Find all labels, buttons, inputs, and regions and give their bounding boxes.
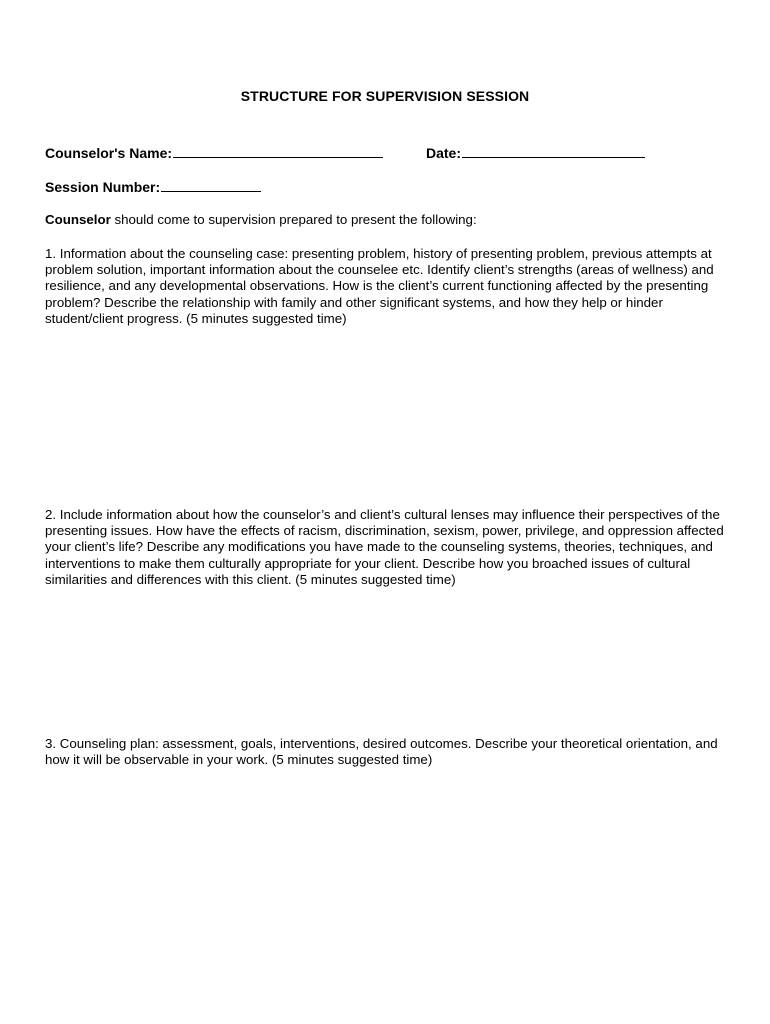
session-number-blank[interactable] bbox=[161, 177, 261, 192]
section-3-text: 3. Counseling plan: assessment, goals, interventions, desired outcomes. Describe your theoretical orientation, and how it will be observable in your work. (5 minutes suggested time) bbox=[45, 736, 718, 768]
section-2-text: 2. Include information about how the counselor’s and client’s cultural lenses may influence their perspectives of the presenting issues. How have the effects of racism, discrimination, sexism, power, privilege, and oppression affected your client’s life? Describe any modifications you have made to the counseling systems, theories, techniques, and interventions to make them culturally appropriate for your client. Describe how you broached issues of cultural similarities and differences with this client. (5 minutes suggested time) bbox=[45, 507, 724, 587]
session-number-field bbox=[45, 177, 261, 195]
session-number-label: Session Number: bbox=[45, 179, 161, 195]
intro-bold-word: Counselor bbox=[45, 212, 111, 227]
counselor-name-label: Counselor's Name: bbox=[45, 145, 173, 161]
intro-rest: should come to supervision prepared to present the following: bbox=[110, 212, 477, 227]
counselor-name-field bbox=[45, 143, 383, 161]
date-field bbox=[426, 143, 645, 161]
intro-text bbox=[45, 212, 735, 228]
date-label: Date: bbox=[426, 145, 462, 161]
section-1-text: 1. Information about the counseling case: presenting problem, history of presenting problem, previous attempts at problem solution, important information about the counselee etc. Identify client’s strengths (areas of wellness) and resilience, and any developmental observations. How is the client’s current functioning affected by the presenting problem? Describe the relationship with family and other significant systems, and how they help or hinder student/client progress. (5 minutes suggested time) bbox=[45, 246, 714, 326]
counselor-name-blank[interactable] bbox=[173, 143, 383, 158]
page-title: STRUCTURE FOR SUPERVISION SESSION bbox=[240, 88, 530, 104]
date-blank[interactable] bbox=[462, 143, 645, 158]
